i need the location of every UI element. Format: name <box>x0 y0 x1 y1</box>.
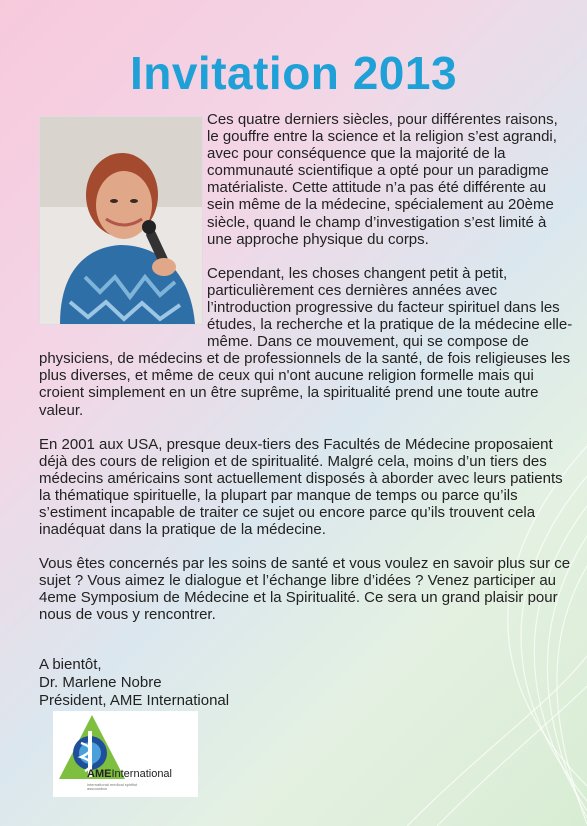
ame-logo <box>53 711 198 797</box>
signature-block <box>39 656 229 710</box>
signature-role: Président, AME International <box>39 692 230 709</box>
paragraph: Ces quatre derniers siècles, pour différentes raisons, le gouffre entre la science et la religion s’est agrandi, avec pour conséquence que la majorité de la communauté scientifique a opté pour un paradigme matérialiste. Cette attitude n’a pas été différente au sein même de la médecine, spécialement au 20ème siècle, quand le champ d’investigation s’est limité à une approche physique du corps. <box>207 111 558 248</box>
logo-tagline: international medical spiritist association <box>87 782 138 791</box>
signature-name: Dr. Marlene Nobre <box>39 674 162 691</box>
paragraph: Cependant, les choses changent petit à petit, particulièrement ces dernières années avec l’introduction progressive du facteur spirituel dans les études, la recherche et la pratique de la médecine elle-même. Dans ce mouvement, qui se compose de physiciens, de médecins et de professionnels de la santé, de fois religieuses les plus diverses, et même de ceux qui n'ont aucune religion formelle mais qui croient simplement en un être suprême, la spiritualité prend une toute autre valeur. <box>39 264 573 419</box>
logo-wordmark <box>87 768 172 780</box>
letter-body <box>39 111 573 641</box>
logo-brand-rest: International <box>111 768 172 780</box>
signature-greeting: A bientôt, <box>39 656 102 673</box>
paragraph: Vous êtes concernés par les soins de santé et vous voulez en savoir plus sur ce sujet ? Vous aimez le dialogue et l’échange libre d’idées ? Venez participer au 4eme Symposium de Médecine et la Spiritualité. Ce sera un grand plaisir pour nous de vous y rencontrer. <box>39 555 571 624</box>
paragraph: En 2001 aux USA, presque deux-tiers des Facultés de Médecine proposaient déjà des cours de religion et de spiritualité. Malgré cela, moins d’un tiers des médecins américains sont actuellement disposés à aborder avec leurs patients la thématique spirituelle, la plupart par manque de temps ou parce qu’ils s’estiment incapable de traiter ce sujet ou encore parce qu’ils trouvent cela inadéquat dans la pratique de la médecine. <box>39 435 563 539</box>
page-title: Invitation 2013 <box>129 47 458 99</box>
logo-brand-bold: AME <box>87 768 112 780</box>
photo-spacer <box>39 111 207 339</box>
